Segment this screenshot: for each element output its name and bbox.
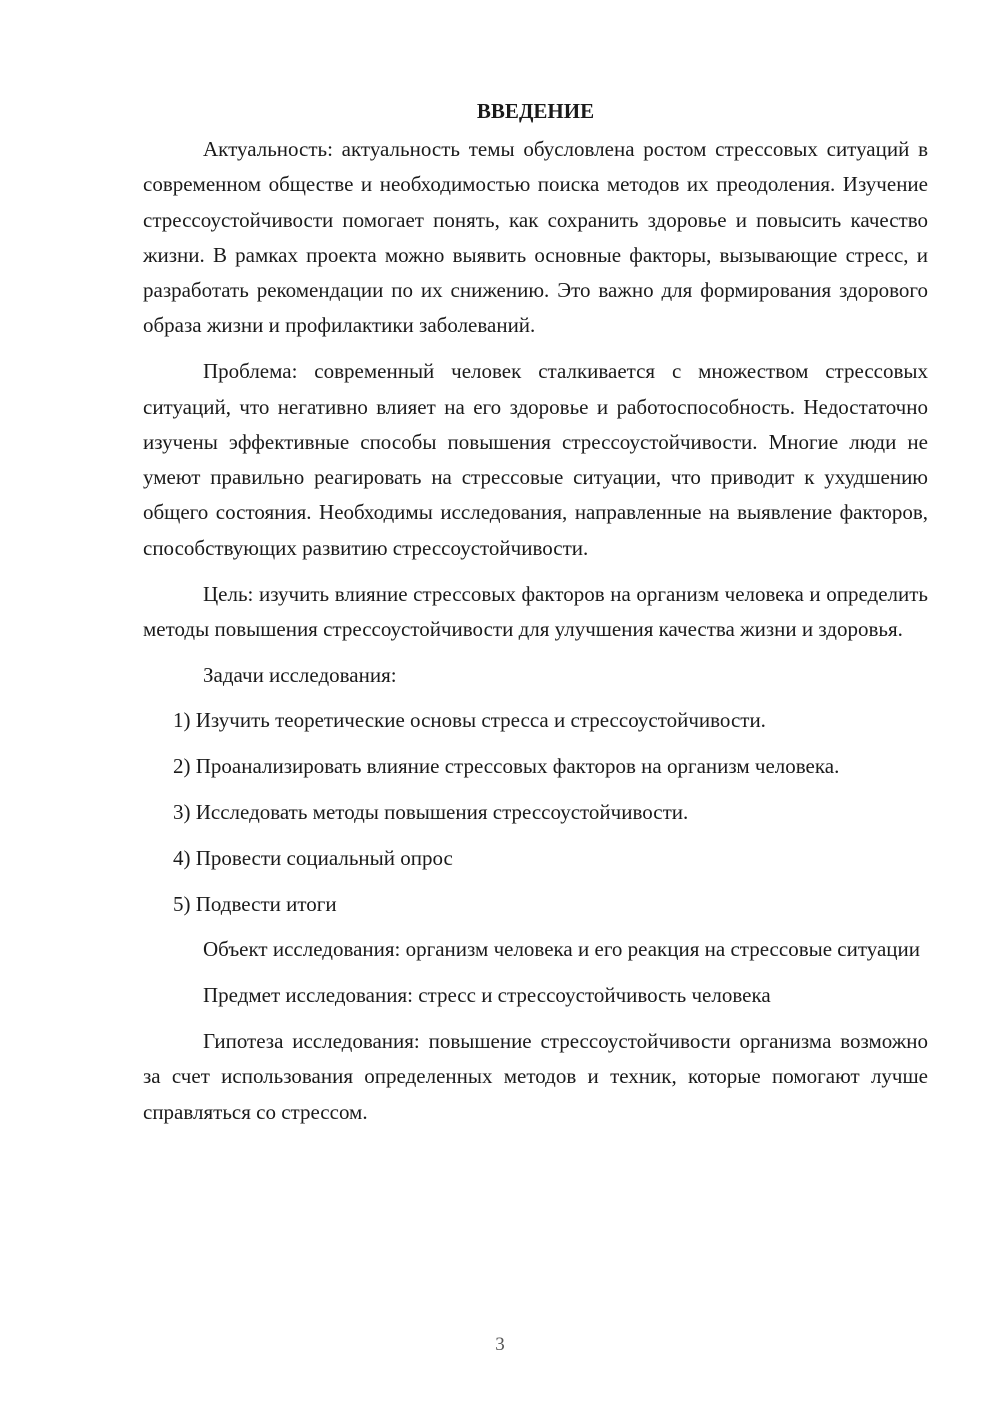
goal-paragraph: Цель: изучить влияние стрессовых факторов на организм человека и определить методы повышения стрессоустойчивости для улучшения качества жизни и здоровья. xyxy=(143,581,928,641)
page-title: ВВЕДЕНИЕ xyxy=(476,99,595,123)
task-item-2: 2) Проанализировать влияние стрессовых факторов на организм человека. xyxy=(173,754,840,779)
page-number: 3 xyxy=(495,1334,505,1355)
document-page xyxy=(143,96,928,1140)
relevance-paragraph: Актуальность: актуальность темы обусловлена ростом стрессовых ситуаций в современном обществе и необходимостью поиска методов их преодоления. Изучение стрессоустойчивости помогает понять, как сохранить здоровье и повысить качество жизни. В рамках проекта можно выявить основные факторы, вызывающие стресс, и разработать рекомендации по их снижению. Это важно для формирования здорового образа жизни и профилактики заболеваний. xyxy=(143,137,928,338)
object-paragraph: Объект исследования: организм человека и его реакция на стрессовые ситуации xyxy=(203,937,921,962)
task-item-4: 4) Провести социальный опрос xyxy=(173,845,453,870)
task-item-3: 3) Исследовать методы повышения стрессоустойчивости. xyxy=(173,800,689,825)
task-item-1: 1) Изучить теоретические основы стресса и стрессоустойчивости. xyxy=(173,708,766,733)
problem-paragraph: Проблема: современный человек сталкивается с множеством стрессовых ситуаций, что негативно влияет на его здоровье и работоспособность. Недостаточно изучены эффективные способы повышения стрессоустойчивости. Многие люди не умеют правильно реагировать на стрессовые ситуации, что приводит к ухудшению общего состояния. Необходимы исследования, направленные на выявление факторов, способствующих развитию стрессоустойчивости. xyxy=(143,359,928,560)
tasks-heading: Задачи исследования: xyxy=(203,662,397,687)
task-item-5: 5) Подвести итоги xyxy=(173,891,337,916)
subject-paragraph: Предмет исследования: стресс и стрессоустойчивость человека xyxy=(203,983,771,1008)
hypothesis-paragraph: Гипотеза исследования: повышение стрессоустойчивости организма возможно за счет использования определенных методов и техник, которые помогают лучше справляться со стрессом. xyxy=(143,1029,928,1124)
